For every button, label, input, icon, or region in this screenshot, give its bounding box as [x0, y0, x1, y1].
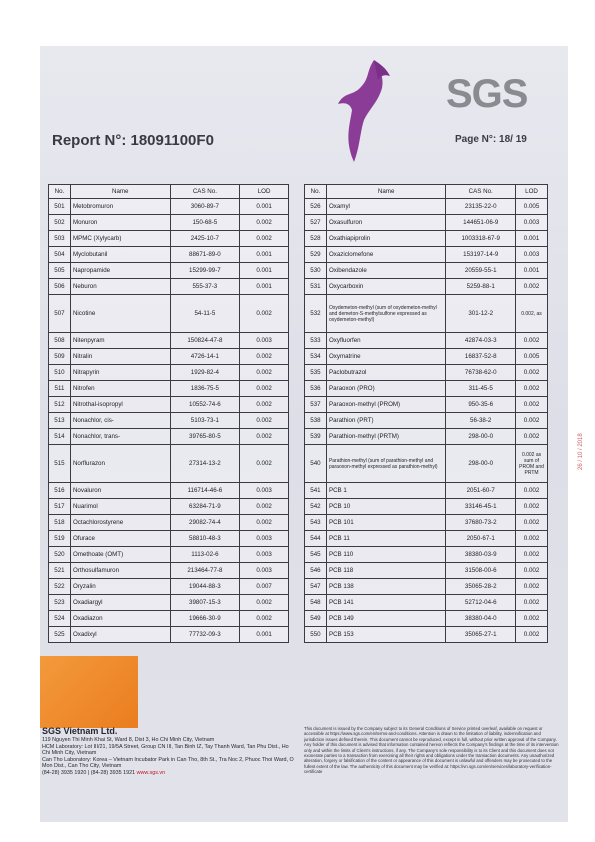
table-body-left: [49, 199, 289, 643]
cell-name: Orthosulfamuron: [70, 563, 170, 579]
cell-name: PCB 1: [326, 483, 445, 499]
cell-no: 527: [305, 215, 327, 231]
cell-cas: 63284-71-9: [170, 499, 240, 515]
cell-no: 520: [49, 547, 71, 563]
side-date-stamp: [578, 350, 588, 470]
cell-name: PCB 101: [326, 515, 445, 531]
cell-cas: 29082-74-4: [170, 515, 240, 531]
cell-name: Parathion (PRT): [326, 413, 445, 429]
phone-numbers: (84-28) 3935 1920 | (84-28) 3935 1921: [42, 769, 136, 776]
cell-lod: 0.002: [240, 231, 289, 247]
cell-name: Nitenpyram: [70, 333, 170, 349]
cell-cas: 76738-62-0: [446, 365, 516, 381]
cell-name: Oxadiargyl: [70, 595, 170, 611]
cell-no: 511: [49, 381, 71, 397]
cell-lod: 0.002: [240, 595, 289, 611]
cell-lod: 0.002: [516, 595, 548, 611]
cell-no: 539: [305, 429, 327, 445]
table-row: [49, 349, 289, 365]
table-row: [49, 279, 289, 295]
cell-no: 514: [49, 429, 71, 445]
table-row: [305, 397, 548, 413]
cell-no: 522: [49, 579, 71, 595]
cell-lod: 0.001: [240, 263, 289, 279]
cell-name: PCB 149: [326, 611, 445, 627]
company-address: 119 Nguyen Thi Minh Khai St, Ward 8, Dist 3, Ho Chi Minh City, Vietnam: [42, 737, 215, 743]
cell-name: Oxathiapiprolin: [326, 231, 445, 247]
cell-name: Monuron: [70, 215, 170, 231]
cell-no: 503: [49, 231, 71, 247]
cell-cas: 1929-82-4: [170, 365, 240, 381]
cell-lod: 0.002: [516, 627, 548, 643]
cell-cas: 298-00-0: [446, 445, 516, 483]
cell-cas: 19666-30-9: [170, 611, 240, 627]
cell-no: 505: [49, 263, 71, 279]
cell-no: 521: [49, 563, 71, 579]
col-header-lod: LOD: [516, 185, 548, 199]
cell-cas: 2050-67-1: [446, 531, 516, 547]
cell-cas: 2425-10-7: [170, 231, 240, 247]
cell-no: 528: [305, 231, 327, 247]
cell-lod: 0.003: [240, 483, 289, 499]
table-row: [49, 611, 289, 627]
table-row: [49, 365, 289, 381]
orange-brand-block: [40, 656, 138, 728]
table-row: [305, 413, 548, 429]
cell-no: 540: [305, 445, 327, 483]
cell-name: Nitrofen: [70, 381, 170, 397]
table-row: [305, 429, 548, 445]
cell-lod: 0.001: [240, 627, 289, 643]
table-row: [49, 627, 289, 643]
table-row: [305, 483, 548, 499]
col-header-cas: CAS No.: [170, 185, 240, 199]
cell-name: Omethoate (OMT): [70, 547, 170, 563]
table-row: [305, 499, 548, 515]
cell-cas: 950-35-6: [446, 397, 516, 413]
cell-lod: 0.003: [516, 215, 548, 231]
hcm-lab-address: HCM Laboratory: Lot III/21, 19/5A Street, Group CN III, Tan Binh IZ, Tay Thanh Ward, Tan Phu Dist., Ho Chi Minh City, Vietnam: [42, 743, 289, 757]
cell-no: 525: [49, 627, 71, 643]
website-link[interactable]: www.sgs.vn: [136, 769, 166, 776]
cell-no: 517: [49, 499, 71, 515]
cell-name: Napropamide: [70, 263, 170, 279]
cell-lod: 0.003: [240, 547, 289, 563]
table-row: [49, 563, 289, 579]
cell-name: PCB 110: [326, 547, 445, 563]
cell-name: PCB 10: [326, 499, 445, 515]
table-row: [49, 231, 289, 247]
cell-cas: 301-12-2: [446, 295, 516, 333]
table-row: [49, 295, 289, 333]
cell-no: 518: [49, 515, 71, 531]
cell-name: Oxydemeton-methyl (sum of oxydemeton-methyl and demeton-S-methylsulfone expressed as oxydemeton-methyl): [326, 295, 445, 333]
cell-no: 542: [305, 499, 327, 515]
cell-cas: 15299-99-7: [170, 263, 240, 279]
table-row: [49, 215, 289, 231]
cell-no: 530: [305, 263, 327, 279]
cell-name: Nitrapyrin: [70, 365, 170, 381]
cell-no: 536: [305, 381, 327, 397]
table-row: [49, 333, 289, 349]
cell-lod: 0.002: [240, 397, 289, 413]
table-row: [49, 445, 289, 483]
cell-lod: 0.001: [516, 263, 548, 279]
table-row: [49, 381, 289, 397]
table-row: [305, 531, 548, 547]
cell-no: 504: [49, 247, 71, 263]
cell-name: Nonachlor, trans-: [70, 429, 170, 445]
cell-cas: 555-37-3: [170, 279, 240, 295]
cell-lod: 0.001: [240, 247, 289, 263]
table-row: [305, 547, 548, 563]
cell-no: 535: [305, 365, 327, 381]
cell-lod: 0.002, as: [516, 295, 548, 333]
cell-cas: 88671-89-0: [170, 247, 240, 263]
table-row: [305, 349, 548, 365]
cell-no: 506: [49, 279, 71, 295]
cell-lod: 0.007: [240, 579, 289, 595]
cell-lod: 0.003: [240, 333, 289, 349]
lod-table-left: [48, 184, 289, 643]
table-row: [305, 215, 548, 231]
col-header-name: Name: [70, 185, 170, 199]
table-row: [305, 263, 548, 279]
cell-lod: 0.002: [516, 365, 548, 381]
table-row: [305, 365, 548, 381]
table-row: [49, 397, 289, 413]
table-row: [49, 199, 289, 215]
cell-name: Oxadiazon: [70, 611, 170, 627]
cell-no: 529: [305, 247, 327, 263]
cell-name: Metobromuron: [70, 199, 170, 215]
cell-lod: 0.002: [240, 515, 289, 531]
cell-cas: 58810-48-3: [170, 531, 240, 547]
cell-cas: 27314-13-2: [170, 445, 240, 483]
cell-name: PCB 118: [326, 563, 445, 579]
cell-lod: 0.002: [516, 483, 548, 499]
table-row: [305, 595, 548, 611]
cell-cas: 150-68-5: [170, 215, 240, 231]
table-header-row: [49, 185, 289, 199]
cell-lod: 0.002: [240, 413, 289, 429]
table-row: [305, 627, 548, 643]
cell-name: Nitrothal-isopropyl: [70, 397, 170, 413]
cell-cas: 19044-88-3: [170, 579, 240, 595]
cell-no: 537: [305, 397, 327, 413]
cell-name: Nonachlor, cis-: [70, 413, 170, 429]
col-header-no: No.: [49, 185, 71, 199]
cell-no: 508: [49, 333, 71, 349]
cell-cas: 298-00-0: [446, 429, 516, 445]
cell-no: 509: [49, 349, 71, 365]
cell-cas: 39765-80-5: [170, 429, 240, 445]
cell-name: Myclobutanil: [70, 247, 170, 263]
can-tho-lab-address: Can Tho Laboratory: Korea – Vietnam Incubator Park in Can Tho, 8th St., Tra Noc 2, Phuoc Thoi Ward, O Mon Dist., Can Tho City, Vietnam: [42, 756, 294, 770]
cell-lod: 0.002: [240, 499, 289, 515]
cell-name: PCB 11: [326, 531, 445, 547]
cell-lod: 0.003: [240, 531, 289, 547]
cell-lod: 0.002: [240, 295, 289, 333]
table-row: [305, 199, 548, 215]
cell-name: PCB 138: [326, 579, 445, 595]
cell-lod: 0.002: [516, 429, 548, 445]
cell-cas: 2051-60-7: [446, 483, 516, 499]
table-row: [305, 445, 548, 483]
cell-no: 531: [305, 279, 327, 295]
cell-no: 516: [49, 483, 71, 499]
cell-name: Paclobutrazol: [326, 365, 445, 381]
table-row: [49, 547, 289, 563]
cell-cas: 10552-74-6: [170, 397, 240, 413]
cell-name: Oxadixyl: [70, 627, 170, 643]
cell-lod: 0.002: [516, 279, 548, 295]
sgs-bird-logo-icon: [330, 58, 392, 166]
cell-no: 526: [305, 199, 327, 215]
cell-lod: 0.001: [516, 231, 548, 247]
cell-name: PCB 153: [326, 627, 445, 643]
table-body-right: [305, 199, 548, 643]
cell-cas: 16837-52-8: [446, 349, 516, 365]
cell-no: 512: [49, 397, 71, 413]
cell-name: Oxibendazole: [326, 263, 445, 279]
cell-cas: 56-38-2: [446, 413, 516, 429]
table-row: [305, 295, 548, 333]
cell-no: 538: [305, 413, 327, 429]
cell-no: 501: [49, 199, 71, 215]
cell-no: 545: [305, 547, 327, 563]
cell-no: 519: [49, 531, 71, 547]
cell-no: 534: [305, 349, 327, 365]
cell-no: 524: [49, 611, 71, 627]
table-row: [49, 531, 289, 547]
table-row: [305, 515, 548, 531]
cell-name: Oxaziclomefone: [326, 247, 445, 263]
cell-cas: 150824-47-8: [170, 333, 240, 349]
cell-no: 543: [305, 515, 327, 531]
cell-no: 548: [305, 595, 327, 611]
company-name: SGS Vietnam Ltd.: [42, 726, 118, 736]
cell-no: 523: [49, 595, 71, 611]
table-row: [49, 595, 289, 611]
cell-name: Norflurazon: [70, 445, 170, 483]
cell-no: 544: [305, 531, 327, 547]
cell-lod: 0.002 as sum of PROM and PRTM: [516, 445, 548, 483]
cell-cas: 213464-77-8: [170, 563, 240, 579]
cell-lod: 0.002: [516, 397, 548, 413]
col-header-no: No.: [305, 185, 327, 199]
col-header-name: Name: [326, 185, 445, 199]
cell-name: Nuarimol: [70, 499, 170, 515]
cell-lod: 0.002: [240, 445, 289, 483]
col-header-lod: LOD: [240, 185, 289, 199]
cell-no: 532: [305, 295, 327, 333]
cell-lod: 0.002: [516, 531, 548, 547]
cell-cas: 1003318-67-9: [446, 231, 516, 247]
cell-cas: 35065-28-2: [446, 579, 516, 595]
table-row: [49, 579, 289, 595]
cell-name: Neburon: [70, 279, 170, 295]
table-row: [49, 429, 289, 445]
table-row: [305, 247, 548, 263]
cell-no: 513: [49, 413, 71, 429]
cell-cas: 31508-00-6: [446, 563, 516, 579]
side-date-stamp-text: 26 / 10 / 2018: [578, 433, 584, 470]
cell-cas: 5259-88-1: [446, 279, 516, 295]
report-number: Report N°: 18091100F0: [52, 132, 214, 149]
cell-name: Octachlorostyrene: [70, 515, 170, 531]
cell-lod: 0.002: [516, 333, 548, 349]
cell-cas: 1113-02-6: [170, 547, 240, 563]
cell-lod: 0.001: [240, 199, 289, 215]
cell-cas: 4726-14-1: [170, 349, 240, 365]
cell-no: 541: [305, 483, 327, 499]
cell-name: Parathion-methyl (PRTM): [326, 429, 445, 445]
cell-lod: 0.002: [240, 429, 289, 445]
cell-cas: 38380-04-0: [446, 611, 516, 627]
cell-lod: 0.002: [516, 563, 548, 579]
table-row: [305, 579, 548, 595]
table-row: [305, 563, 548, 579]
cell-lod: 0.005: [516, 349, 548, 365]
table-row: [305, 381, 548, 397]
table-row: [49, 263, 289, 279]
contact-line: [42, 770, 297, 777]
cell-no: 549: [305, 611, 327, 627]
cell-name: Nicotine: [70, 295, 170, 333]
cell-no: 533: [305, 333, 327, 349]
cell-name: MPMC (Xylycarb): [70, 231, 170, 247]
cell-cas: 5103-73-1: [170, 413, 240, 429]
table-row: [305, 279, 548, 295]
table-row: [49, 413, 289, 429]
cell-lod: 0.002: [516, 547, 548, 563]
cell-name: PCB 141: [326, 595, 445, 611]
cell-lod: 0.001: [240, 279, 289, 295]
cell-cas: 39807-15-3: [170, 595, 240, 611]
lod-table-right: [304, 184, 548, 643]
cell-cas: 144651-06-9: [446, 215, 516, 231]
cell-name: Oxamyl: [326, 199, 445, 215]
cell-lod: 0.002: [516, 381, 548, 397]
cell-cas: 153197-14-9: [446, 247, 516, 263]
cell-name: Ofurace: [70, 531, 170, 547]
cell-lod: 0.002: [516, 515, 548, 531]
cell-lod: 0.003: [516, 247, 548, 263]
table-row: [49, 499, 289, 515]
table-row: [49, 515, 289, 531]
cell-name: Paraoxon (PRO): [326, 381, 445, 397]
table-row: [49, 247, 289, 263]
cell-lod: 0.002: [240, 349, 289, 365]
cell-no: 507: [49, 295, 71, 333]
cell-cas: 20559-55-1: [446, 263, 516, 279]
cell-cas: 37680-73-2: [446, 515, 516, 531]
cell-lod: 0.002: [240, 611, 289, 627]
cell-cas: 1836-75-5: [170, 381, 240, 397]
table-header-row: [305, 185, 548, 199]
cell-name: Paraoxon-methyl (PROM): [326, 397, 445, 413]
cell-cas: 42874-03-3: [446, 333, 516, 349]
cell-lod: 0.002: [240, 381, 289, 397]
cell-lod: 0.002: [516, 611, 548, 627]
cell-name: Parathion-methyl (sum of parathion-methyl and paraoxon-methyl expressed as parathion-methyl): [326, 445, 445, 483]
cell-cas: 35065-27-1: [446, 627, 516, 643]
cell-no: 502: [49, 215, 71, 231]
cell-cas: 77732-09-3: [170, 627, 240, 643]
cell-lod: 0.002: [240, 215, 289, 231]
cell-lod: 0.002: [516, 499, 548, 515]
col-header-cas: CAS No.: [446, 185, 516, 199]
table-row: [305, 231, 548, 247]
cell-cas: 33146-45-1: [446, 499, 516, 515]
cell-no: 510: [49, 365, 71, 381]
cell-name: Novaluron: [70, 483, 170, 499]
cell-name: Oxymatrine: [326, 349, 445, 365]
table-row: [305, 611, 548, 627]
cell-cas: 116714-46-6: [170, 483, 240, 499]
cell-no: 550: [305, 627, 327, 643]
cell-name: Oxyfluorfen: [326, 333, 445, 349]
footer-company-info: [42, 726, 297, 777]
cell-cas: 311-45-5: [446, 381, 516, 397]
cell-name: Oxycarboxin: [326, 279, 445, 295]
cell-no: 515: [49, 445, 71, 483]
table-row: [305, 333, 548, 349]
cell-cas: 23135-22-0: [446, 199, 516, 215]
footer-disclaimer: This document is issued by the Company subject to its General Conditions of Service printed overleaf, available on request or accessible at https://www.sgs.com/en/terms-and-conditions. Attention is drawn to the limitation of liability, indemnification and jurisdiction issues defined therein. This document cannot be reproduced, except in full, without prior written approval of the Company. Any holder of this document is advised that information contained hereon reflects the Company's findings at the time of its intervention only and within the limits of Client's instructions, if any. The Company's sole responsibility is to its Client and this document does not exonerate parties to a transaction from exercising all their rights and obligations under the transaction documents. Any unauthorized alteration, forgery or falsification of the content or appearance of this document is unlawful and offenders may be prosecuted to the fullest extent of the law. The authenticity of this document may be verified at: https://vn.sgs.com/en/services/laboratory-verification-certificate: [304, 726, 559, 775]
cell-name: Oryzalin: [70, 579, 170, 595]
cell-lod: 0.002: [516, 413, 548, 429]
cell-name: Nitralin: [70, 349, 170, 365]
cell-cas: 54-11-5: [170, 295, 240, 333]
cell-lod: 0.002: [240, 365, 289, 381]
cell-cas: 38380-03-9: [446, 547, 516, 563]
cell-cas: 3060-89-7: [170, 199, 240, 215]
sgs-logo: SGS: [446, 72, 528, 116]
page-number: Page N°: 18/ 19: [455, 134, 527, 145]
cell-no: 546: [305, 563, 327, 579]
cell-lod: 0.003: [240, 563, 289, 579]
cell-no: 547: [305, 579, 327, 595]
table-row: [49, 483, 289, 499]
cell-cas: 52712-04-6: [446, 595, 516, 611]
cell-lod: 0.002: [516, 579, 548, 595]
cell-name: Oxasulfuron: [326, 215, 445, 231]
cell-lod: 0.005: [516, 199, 548, 215]
